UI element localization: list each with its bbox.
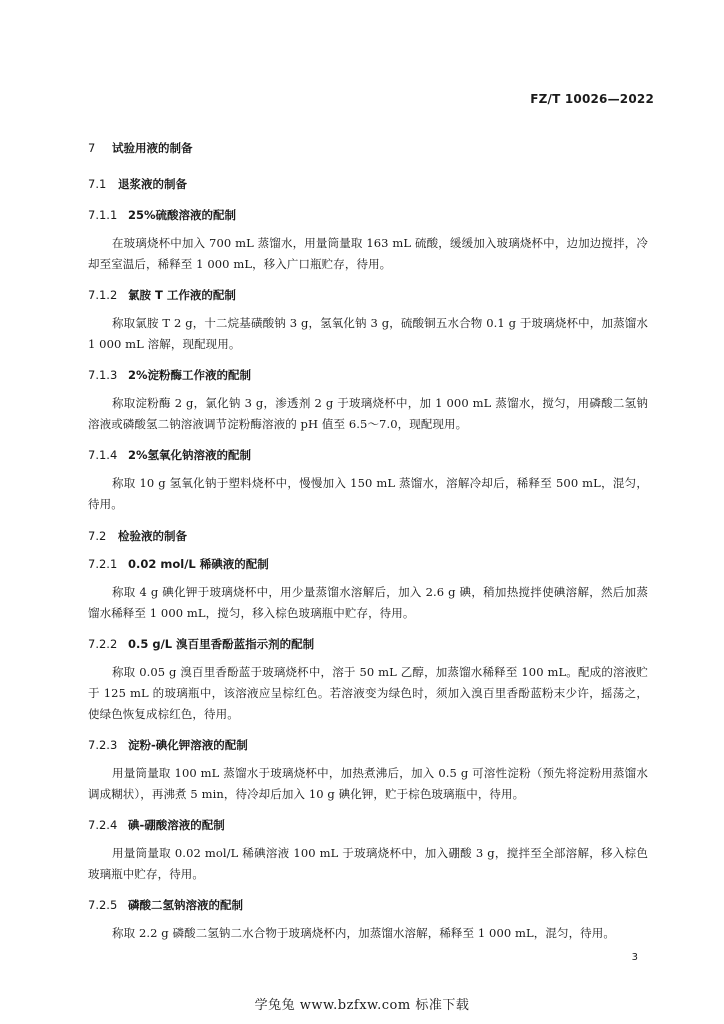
section-number: 7.2.3 (88, 738, 118, 752)
section-heading-7-2-5 (88, 897, 648, 913)
section-heading-7-1 (88, 176, 648, 192)
section-body-7-1-3: 称取淀粉酶 2 g，氯化钠 3 g，渗透剂 2 g 于玻璃烧杯中，加 1 000 mL 蒸馏水，搅匀，用磷酸二氢钠溶液或磷酸氢二钠溶液调节淀粉酶溶液的 pH 值至 6.5～7.0，现配现用。 (88, 396, 648, 431)
section-title: 检验液的制备 (118, 529, 187, 543)
section-body-7-1-2: 称取氯胺 T 2 g，十二烷基磺酸钠 3 g，氢氧化钠 3 g，硫酸铜五水合物 0.1 g 于玻璃烧杯中，加蒸馏水 1 000 mL 溶解，现配现用。 (88, 316, 648, 351)
section-title: 退浆液的制备 (118, 177, 187, 191)
section-heading-7-1-1 (88, 207, 648, 223)
section-number: 7.2.5 (88, 898, 118, 912)
section-body-7-2-4: 用量筒量取 0.02 mol/L 稀碘溶液 100 mL 于玻璃烧杯中，加入硼酸 3 g，搅拌至全部溶解，移入棕色玻璃瓶中贮存，待用。 (88, 846, 648, 881)
section-title: 25%硫酸溶液的配制 (128, 208, 237, 222)
section-body-7-1-4: 称取 10 g 氢氧化钠于塑料烧杯中，慢慢加入 150 mL 蒸馏水，溶解冷却后，稀释至 500 mL，混匀，待用。 (88, 476, 648, 511)
section-number: 7.1.2 (88, 288, 118, 302)
section-heading-7-2-2 (88, 636, 648, 652)
section-body-7-2-3: 用量筒量取 100 mL 蒸馏水于玻璃烧杯中，加热煮沸后，加入 0.5 g 可溶性淀粉（预先将淀粉用蒸馏水调成糊状），再沸煮 5 min，待冷却后加入 10 g 碘化钾，贮于棕色玻璃瓶中，待用。 (88, 766, 648, 801)
section-title: 磷酸二氢钠溶液的配制 (128, 898, 243, 912)
page-content (88, 140, 648, 944)
section-number: 7.1.4 (88, 448, 118, 462)
section-body-7-1-1: 在玻璃烧杯中加入 700 mL 蒸馏水，用量筒量取 163 mL 硫酸，缓缓加入玻璃烧杯中，边加边搅拌，冷却至室温后，稀释至 1 000 mL，移入广口瓶贮存，待用。 (88, 236, 648, 271)
section-number: 7.2.1 (88, 557, 118, 571)
section-number: 7.1 (88, 177, 107, 191)
section-number: 7 (88, 141, 96, 155)
section-number: 7.2 (88, 529, 107, 543)
section-title: 2%淀粉酶工作液的配制 (128, 368, 252, 382)
section-heading-7-1-3 (88, 367, 648, 383)
section-title: 淀粉-碘化钾溶液的配制 (128, 738, 248, 752)
section-number: 7.1.3 (88, 368, 118, 382)
section-title: 氯胺 T 工作液的配制 (128, 288, 236, 302)
section-number: 7.2.4 (88, 818, 118, 832)
section-title: 0.02 mol/L 稀碘液的配制 (128, 557, 269, 571)
section-heading-7-2 (88, 528, 648, 544)
section-number: 7.1.1 (88, 208, 118, 222)
section-title: 试验用液的制备 (112, 141, 193, 155)
section-heading-7-2-4 (88, 817, 648, 833)
section-body-7-2-2: 称取 0.05 g 溴百里香酚蓝于玻璃烧杯中，溶于 50 mL 乙醇，加蒸馏水稀释至 100 mL。配成的溶液贮于 125 mL 的玻璃瓶中，该溶液应呈棕红色。若溶液变为绿色时，须加入溴百里香酚蓝粉末少许，摇荡之，使绿色恢复成棕红色，待用。 (88, 665, 648, 721)
section-title: 碘-硼酸溶液的配制 (128, 818, 225, 832)
section-heading-7-2-1 (88, 556, 648, 572)
section-heading-7-2-3 (88, 737, 648, 753)
section-heading-7-1-2 (88, 287, 648, 303)
section-number: 7.2.2 (88, 637, 118, 651)
section-heading-7-1-4 (88, 447, 648, 463)
section-body-7-2-1: 称取 4 g 碘化钾于玻璃烧杯中，用少量蒸馏水溶解后，加入 2.6 g 碘，稍加热搅拌使碘溶解，然后加蒸馏水稀释至 1 000 mL，搅匀，移入棕色玻璃瓶中贮存，待用。 (88, 585, 648, 620)
section-heading-7 (88, 140, 648, 156)
section-title: 2%氢氧化钠溶液的配制 (128, 448, 252, 462)
page-number: 3 (631, 952, 638, 963)
standard-code: FZ/T 10026—2022 (530, 92, 654, 106)
section-title: 0.5 g/L 溴百里香酚蓝指示剂的配制 (128, 637, 315, 651)
section-body-7-2-5: 称取 2.2 g 磷酸二氢钠二水合物于玻璃烧杯内，加蒸馏水溶解，稀释至 1 000 mL，混匀，待用。 (112, 926, 615, 940)
footer-watermark-banner: 学兔兔 www.bzfxw.com 标准下载 (254, 998, 470, 1013)
